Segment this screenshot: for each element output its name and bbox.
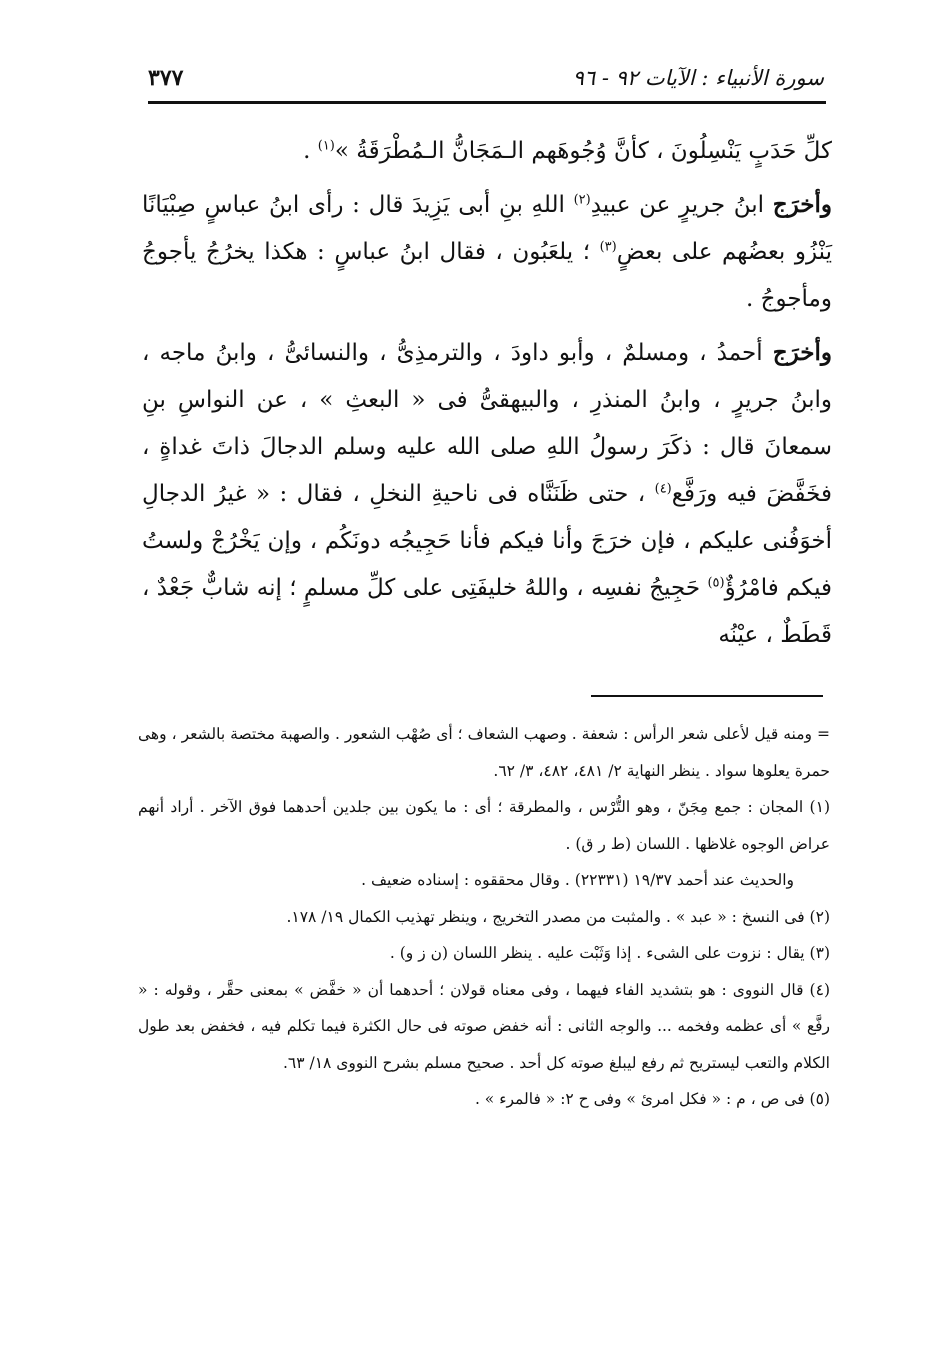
paragraph-1-text: كلِّ حَدَبٍ يَنْسِلُونَ ، كأنَّ وُجُوهَهم الـمَجَانُّ الـمُطْرَقَةُ » [334,138,832,164]
footnote-5: (٥) فى ص ، م : « فكل امرئ » وفى ح ٢: « فالمرء » . [474,1090,830,1108]
footnote-ref-1: (١) [317,138,335,154]
header-rule [148,101,826,104]
page-header [148,56,824,100]
footnote-1: (١) المجان : جمع مِجَنّ ، وهو التُّرْس ، والمطرقة ؛ أى : ما يكون بين جلدين أحدهما فوق الآخر . أراد أنهم عراض الوجوه غلاظها . اللسان (ط ر ق) . [138,798,830,853]
paragraph-2-lead: وأخرَج [772,191,832,218]
footnote-1-hadith-note: والحديث عند أحمد ١٩/٣٧ (٢٢٣٣١) . وقال محققوه : إسناده ضعيف . [361,871,794,889]
footnote-ref-5: (٥) [707,575,725,591]
footnote-ref-2: (٢) [573,192,591,208]
paragraph-1-end: . [303,138,318,164]
paragraph-2-part-b: اللهِ بنِ أبى يَزِيدَ قال : رأى ابنُ عباسٍ صِبْيَانًا يَنْزُو بعضُهم على بعضٍ [142,192,833,265]
paragraph-2-part-a: ابنُ جريرٍ عن عبيدِ [590,192,773,218]
main-text [142,128,832,665]
footnote-ref-3: (٣) [599,239,617,255]
paragraph-3-lead: وأخرَج [772,339,832,366]
running-title: سورة الأنبياء : الآيات ٩٢ - ٩٦ [572,66,824,90]
footnotes [138,716,830,1118]
paragraph-3 [142,329,832,659]
footnote-2: (٢) فى النسخ : « عبد » . والمثبت من مصدر التخريج ، وينظر تهذيب الكمال ١٩/ ١٧٨. [286,907,830,926]
paragraph-2-part-c: ؛ يلعَبُون ، فقال ابنُ عباسٍ : هكذا يخرُجُ يأجوجُ ومأجوجُ . [142,239,832,312]
paragraph-3-part-a: أحمدُ ، ومسلمٌ ، وأبو داودَ ، والترمذِىُّ ، والنسائىُّ ، وابنُ ماجه ، وابنُ جريرٍ ، وابنُ المنذرِ ، والبيهقىُّ فى « البعثِ » ، عن النواسِ بنِ سمعانَ قال : ذكَرَ رسولُ اللهِ صلى الله عليه وسلم الدجالَ ذاتَ غداةٍ ، فخَفَّضَ فيه ورَفَّع [142,340,832,507]
paragraph-3-part-b: ، حتى ظَنَنَّاه فى ناحيةِ النخلِ ، فقال : « غيرُ الدجالِ أخوَفُنى عليكم ، فإن خرَجَ وأنا فيكم فأنا حَجِيجُه دونَكُم ، وإن يَخْرُجْ ولستُ فيكم فامْرُؤٌ [142,481,833,601]
paragraph-2 [142,181,832,323]
footnote-3: (٣) يقال : نزوت على الشىء . إذا وَثَبْت عليه . ينظر اللسان (ن ز و) . [389,944,830,962]
footnotes-separator [591,695,823,697]
footnote-4: (٤) قال النووى : هو بتشديد الفاء فيهما ، وفى معناه قولان ؛ أحدهما أن « خفَّض » بمعنى حقَّر ، وقوله : « رفَّع » أى عظمه وفخمه ... والوجه الثانى : أنه خفض صوته فى حال الكثرة فيما تكلم فيه ، فخفض بعد طول الكلام والتعب ليستريح ثم رفع ليبلغ صوته كل أحد . صحيح مسلم بشرح النووى ١٨/ ٦٣. [138,980,830,1072]
paragraph-1 [142,128,832,175]
page-number: ٣٧٧ [148,65,184,91]
paragraph-3-part-c: حَجِيجُ نفسِه ، واللهُ خليفَتِى على كلِّ مسلمٍ ؛ إنه شابٌّ جَعْدٌ ، قَطَطٌ ، عيْنُه [142,575,832,648]
footnote-continuation: = ومنه قيل لأعلى شعر الرأس : شعفة . وصهب الشعاف ؛ أى صُهْب الشعور . والصهبة مختصة بالشعر ، وهى حمرة يعلوها سواد . ينظر النهاية ٢/ ٤٨١، ٤٨٢، ٣/ ٦٢. [138,725,830,780]
footnote-ref-4: (٤) [654,481,672,497]
